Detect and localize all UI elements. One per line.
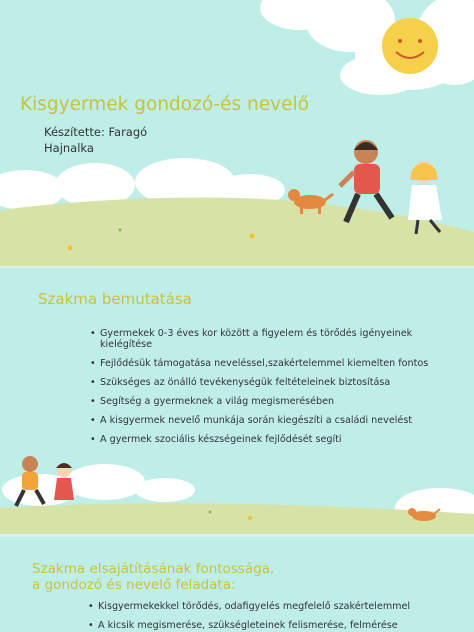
slide1-title: Kisgyermek gondozó-és nevelő <box>20 94 309 115</box>
slide3-title-line-1: Szakma elsajátításának fontossága, <box>32 561 275 577</box>
grass-hill <box>0 198 474 267</box>
cloud-icon <box>260 0 474 95</box>
slide3-title-line-2: a gondozó és nevelő feladata: <box>32 577 236 593</box>
author-line-2: Hajnalka <box>44 141 94 155</box>
slide3-title <box>32 561 274 593</box>
author-line-1: Készítette: Faragó <box>44 125 148 139</box>
list-item: • Segítség a gyermeknek a világ megismerésében <box>90 396 450 407</box>
list-item: • Kisgyermekekkel törődés, odafigyelés megfelelő szakértelemmel <box>88 601 468 612</box>
girl-icon <box>54 463 74 500</box>
slide-2 <box>0 268 474 534</box>
list-item: • A kicsik megismerése, szükségleteinek felismerése, felmérése <box>88 620 468 631</box>
slide2-bullet-list <box>90 328 450 453</box>
list-item: • A kisgyermek nevelő munkája során kiegészíti a családi nevelést <box>90 415 450 426</box>
slide-1 <box>0 0 474 266</box>
slide2-title: Szakma bemutatása <box>38 290 192 308</box>
author-block <box>44 124 147 156</box>
slide-3 <box>0 537 474 632</box>
slide3-bullet-list <box>88 601 468 632</box>
list-item: • Fejlődésük támogatása neveléssel,szakértelemmel kiemelten fontos <box>90 358 450 369</box>
list-item: • Gyermekek 0-3 éves kor között a figyelem és törődés igényeinek kielégítése <box>90 328 450 350</box>
list-item: • A gyermek szociális készségeinek fejlődését segíti <box>90 434 450 445</box>
sun-icon <box>382 18 438 74</box>
list-item: • Szükséges az önálló tevékenységük feltételeinek biztosítása <box>90 377 450 388</box>
